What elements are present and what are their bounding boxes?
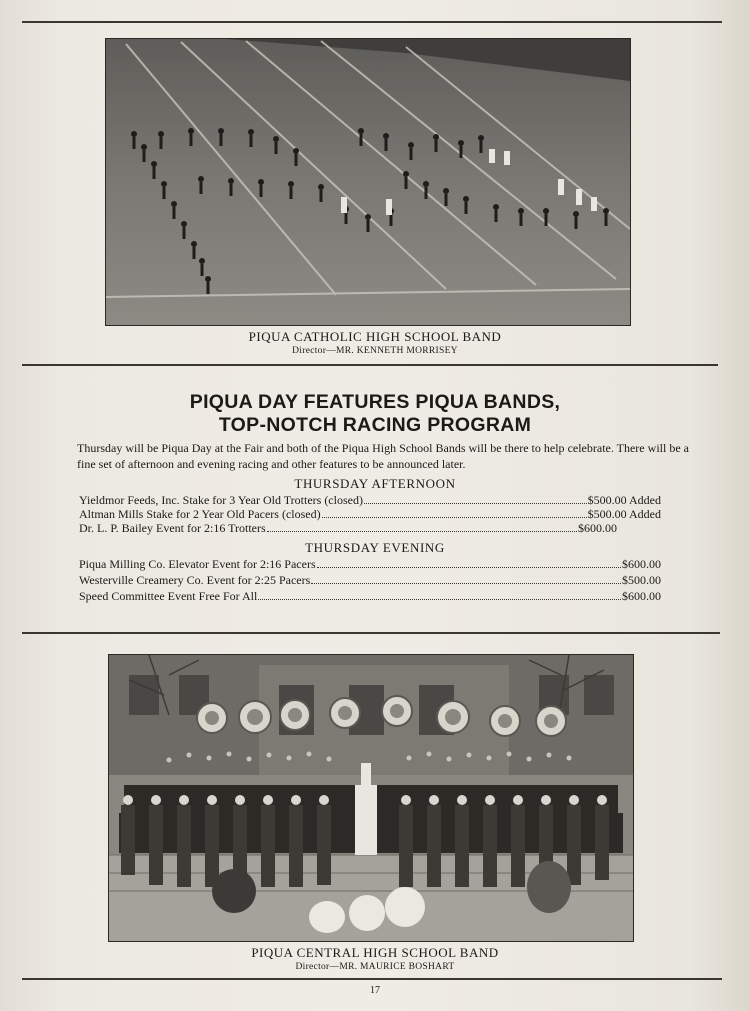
catholic-band-caption-title: PIQUA CATHOLIC HIGH SCHOOL BAND [248,329,502,344]
steps-photo-graphic [109,655,633,941]
race-name: Speed Committee Event Free For All [79,589,258,603]
field-photo-graphic [106,39,630,325]
race-row [79,557,661,571]
article-headline [0,391,750,437]
race-row [79,521,617,535]
headline-line-2: TOP-NOTCH RACING PROGRAM [218,414,532,436]
race-row [79,493,661,507]
race-row [79,573,661,587]
catholic-band-director: Director—MR. KENNETH MORRISEY [292,346,458,356]
race-amount: $500.00 Added [587,493,661,507]
leader-dots [311,583,621,584]
leader-dots [317,567,621,568]
afternoon-heading: THURSDAY AFTERNOON [294,476,456,491]
catholic-band-photo [105,38,631,326]
race-name: Yieldmor Feeds, Inc. Stake for 3 Year Old Trotters (closed) [79,493,363,507]
race-name: Piqua Milling Co. Elevator Event for 2:16 Pacers [79,557,316,571]
headline-line-1: PIQUA DAY FEATURES PIQUA BANDS, [189,391,561,413]
top-rule [22,21,722,23]
race-name: Altman Mills Stake for 2 Year Old Pacers (closed) [79,507,321,521]
race-amount: $600.00 [622,557,661,571]
central-band-photo [108,654,634,942]
central-band-caption [0,945,750,972]
bottom-rule [22,978,722,980]
central-band-caption-title: PIQUA CENTRAL HIGH SCHOOL BAND [251,945,499,960]
central-band-director: Director—MR. MAURICE BOSHART [295,962,455,972]
catholic-band-caption [0,329,750,356]
leader-dots [364,503,587,504]
race-name: Westerville Creamery Co. Event for 2:25 Pacers [79,573,311,587]
evening-heading: THURSDAY EVENING [305,540,445,555]
page-number: 17 [370,985,380,996]
middle-rule-bottom [22,632,720,634]
race-row [79,507,661,521]
afternoon-races [79,493,661,535]
leader-dots [322,517,587,518]
race-amount: $600.00 [622,589,661,603]
leader-dots [267,531,577,532]
middle-rule-top [22,364,718,366]
leader-dots [258,599,621,600]
evening-races [79,557,661,603]
article-intro: Thursday will be Piqua Day at the Fair and both of the Piqua High School Bands will be there to help celebrate. There will be a fine set of afternoon and evening racing and other features to be announced later. [77,441,689,471]
race-amount: $500.00 [622,573,661,587]
race-name: Dr. L. P. Bailey Event for 2:16 Trotters [79,521,266,535]
race-amount: $600.00 [578,521,617,535]
race-row [79,589,661,603]
race-amount: $500.00 Added [587,507,661,521]
